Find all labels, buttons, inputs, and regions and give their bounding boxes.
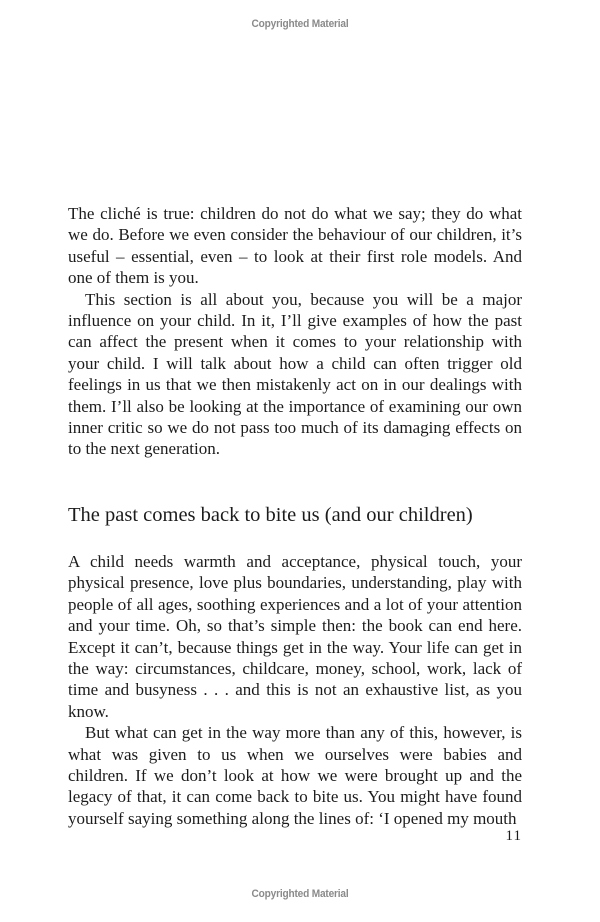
paragraph: The cliché is true: children do not do what we say; they do what we do. Before we even consider the behaviour of our children, it’s useful – essential, even – to look at their first role models. And one of them is you.: [68, 204, 522, 288]
paragraph: But what can get in the way more than any of this, however, is what was given to us when we ourselves were babies and children. If we don’t look at how we were brought up and the legacy of that, it can come back to bite us. You might have found yourself saying something along the lines of: ‘I opened my mouth: [68, 723, 522, 828]
copyright-notice-top: Copyrighted Material: [251, 18, 349, 30]
paragraph: This section is all about you, because you will be a major influence on your child. In it, I’ll give examples of how the past can affect the present when it comes to your relationship with your child. I will talk about how a child can often trigger old feelings in us that we then mistakenly act on in our dealings with them. I’ll also be looking at the importance of examining our own inner critic so we do not pass too much of its damaging effects on to the next generation.: [68, 289, 522, 459]
section-heading: The past comes back to bite us (and our children): [68, 503, 473, 526]
copyright-notice-bottom: Copyrighted Material: [251, 888, 349, 900]
paragraph: A child needs warmth and acceptance, physical touch, your physical presence, love plus boundaries, understanding, play with people of all ages, soothing experiences and a lot of your attention and your time. Oh, so that’s simple then: the book can end here. Except it can’t, because things get in the way. Your life can get in the way: circumstances, childcare, money, school, work, lack of time and busyness . . . and this is not an exhaustive list, as you know.: [68, 551, 522, 721]
page-number: 11: [505, 828, 522, 844]
page-body: [68, 203, 522, 829]
